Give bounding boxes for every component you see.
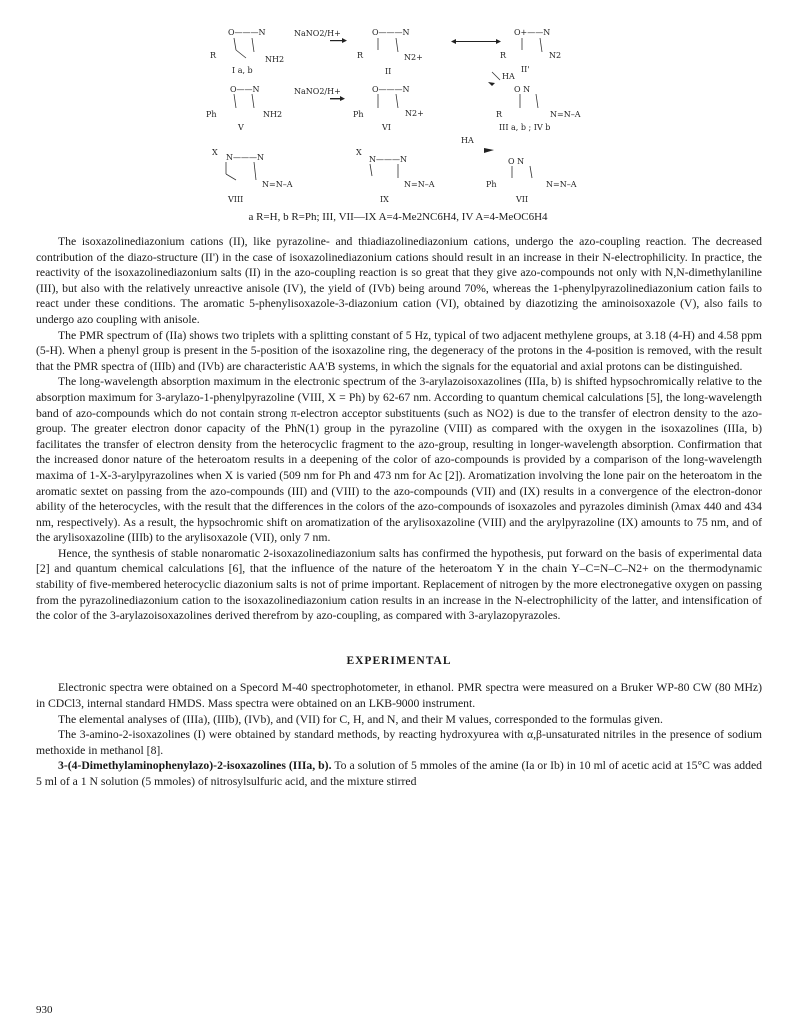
section-heading: EXPERIMENTAL	[346, 654, 452, 667]
compound-vi-ring: O———N	[372, 85, 410, 94]
compound-viii-label: VIII	[228, 195, 244, 204]
compound-ix-x: X	[356, 148, 362, 157]
compound-ii-ring: O———N	[372, 28, 410, 37]
compound-vii-azo: N=N–A	[546, 180, 577, 189]
compound-vii-label: VII	[516, 195, 529, 204]
compound-ix-ring: N———N	[369, 155, 407, 164]
compound-ii-prime-r: R	[500, 51, 507, 60]
compound-v-r: Ph	[206, 110, 217, 119]
compound-vi-n2: N2+	[405, 109, 424, 118]
compound-ix-azo: N=N–A	[404, 180, 435, 189]
paragraph: The long-wavelength absorption maximum in the electronic spectrum of the 3-arylazoisoxazolines (IIIa, b) is shifted hypsochromically relative to the absorption maximum for 3-arylazo-1-phenylpyrazoline (VIII, X = Ph) by 62-67 nm. According to quantum chemical calculations [5], the long-wavelength band of azo-compounds which do not contain strong π-electron acceptor substituents (such as NO2) is due to the transfer of electron density to the azo-group. The greater electron donor capacity of the PhN(1) group in the pyrazoline (VIII) as compared with the oxygen in the isoxazolines (IIIa, b) facilitates the transfer of electron density from the heterocyclic fragment to the azo-group, resulting in longer-wavelength absorption. Confirmation that the increased donor nature of the heteroatom results in a deepening of the color of azo-compounds is provided by a comparison of the long-wavelength maxima of 1-X-3-arylpyrazolines when X is varied (509 nm for Ph and 473 nm for Ac [2]). Aromatization involving the lone pair on the heteroatom in the aromatic sextet on passing from the azo-compounds (III) and (VIII) to the azo-compounds (VII) and (IX) results in a convergence of the electron-donor ability of the heterocycles, with the result that the differences in the colors of the azo-compounds of isoxazoles and pyrazoles diminish (λmax 440 and 434 nm, respectively). As a result, the hypsochromic shift on aromatization of the arylisoxazoline (VIII) and the arylpyrazoline (IX) amounts to 75 nm, and of the arylisoxazoline (IIIb) to the arylisoxazole (VII), only 7 nm.	[36, 375, 762, 545]
scheme-caption: a R=H, b R=Ph; III, VII—IX A=4-Me2NC6H4, IV A=4-MeOC6H4	[248, 211, 548, 223]
paragraph: The elemental analyses of (IIIa), (IIIb), (IVb), and (VII) for C, H, and N, and their M values, corresponded to the formulas given.	[58, 712, 663, 726]
compound-viii-ring: N———N	[226, 153, 264, 162]
compound-vi-label: VI	[382, 123, 391, 132]
compound-i-r: R	[210, 51, 217, 60]
page-number: 930	[36, 1004, 53, 1016]
compound-v-label: V	[238, 123, 244, 132]
compound-vii-ring: O N	[508, 157, 525, 166]
reagent-nano2-1: NaNO2/H+	[294, 29, 341, 38]
compound-i-ring: O———N	[228, 28, 266, 37]
reagent-ha-2: HA	[461, 136, 474, 145]
compound-ii-r: R	[357, 51, 364, 60]
compound-ii-label: II	[385, 67, 392, 76]
compound-vii-r: Ph	[486, 180, 497, 189]
compound-iii-r: R	[496, 110, 503, 119]
reagent-ha-1: HA	[502, 72, 515, 81]
reagent-nano2-2: NaNO2/H+	[294, 87, 341, 96]
compound-i-label: I a, b	[232, 66, 253, 75]
reaction-scheme	[0, 0, 796, 232]
procedure-text: To a solution of 5 mmoles of the amine (Ia or Ib) in 10 ml of acetic acid at 15°C was added 5 ml of a 1 N solution (5 mmoles) of nitrosylsulfuric acid, and the mixture stirred	[36, 759, 763, 788]
compound-ii-prime-label: II'	[521, 65, 530, 74]
compound-i-nh2: NH2	[265, 55, 285, 64]
paragraph: Electronic spectra were obtained on a Specord M-40 spectrophotometer, in ethanol. PMR spectra were measured on a Bruker WP-80 CW (80 MHz) in CDCl3, internal standard HMDS. Mass spectra were obtained on an LKB-9000 instrument.	[36, 681, 762, 711]
compound-vi-r: Ph	[353, 110, 364, 119]
paragraph: Hence, the synthesis of stable nonaromatic 2-isoxazolinediazonium salts has confirmed the hypothesis, put forward on the basis of experimental data [2] and quantum chemical calculations [6], that the influence of the nature of the heteroatom Y in the chain Y–C=N–C–N2+ on the thermodynamic stability of five-membered heterocyclic diazonium salts is not of prime important. Replacement of nitrogen by the more electronegative oxygen on passing from the pyrazolinediazonium cation to the isoxazolinediazonium cation results in an increase in the N-electrophilicity of the latter, and intensification of the color of the 3-arylazoisoxazolines derived therefrom by azo-coupling, as compared with 3-arylazopyrazoles.	[36, 546, 762, 623]
compound-viii-x: X	[212, 148, 218, 157]
paragraph: The PMR spectrum of (IIa) shows two triplets with a splitting constant of 5 Hz, typical of two adjacent methylene groups, at 3.18 (4-H) and 4.58 ppm (5-H). When a phenyl group is present in the 5-position of the isoxazoline ring, the degeneracy of the protons in the 4-position is removed, with the result that the PMR spectra of (IIIb) and (IVb) are characteristic AA'B systems, in which the signals for the equatorial and axial protons can be distinguished.	[36, 328, 762, 373]
article-body	[36, 234, 762, 790]
compound-ix-label: IX	[380, 195, 389, 204]
paragraph	[36, 758, 762, 789]
compound-iii-label: III a, b ; IV b	[499, 123, 551, 132]
paragraph: The 3-amino-2-isoxazolines (I) were obtained by standard methods, by reacting hydroxyurea with α,β-unsaturated nitriles in the presence of sodium methoxide in methanol [8].	[36, 728, 762, 757]
paragraph: The isoxazolinediazonium cations (II), like pyrazoline- and thiadiazolinediazonium cations, undergo the azo-coupling reaction. The decreased contribution of the diazo-structure (II') in the case of isoxazolinediazonium cations should result in an increase in their N-electrophilicity. In practice, the reactivity of the isoxazolinediazonium salts (II) in the azo-coupling reaction is so great that they give azo-compounds not only with N,N-dimethylaniline (III), but also with the relatively unreactive anisole (IV), the yield of (IVb) being around 70%, whereas the 1-phenylpyrazolinediazonium cation fails to react under these conditions. The aromatic 5-phenylisoxazole-3-diazonium cation (VI), obtained by diazotizing the aminoisoxazole (V), also fails to undergo azo coupling with anisole.	[36, 235, 762, 326]
compound-ii-n2: N2+	[404, 53, 423, 62]
compound-iii-azo: N=N–A	[550, 110, 581, 119]
compound-ii-prime-ring: O+——N	[514, 28, 551, 37]
compound-v-ring: O——N	[230, 85, 260, 94]
compound-viii-azo: N=N–A	[262, 180, 293, 189]
compound-v-nh2: NH2	[263, 110, 283, 119]
compound-iii-ring: O N	[514, 85, 531, 94]
procedure-title: 3-(4-Dimethylaminophenylazo)-2-isoxazolines (IIIa, b).	[58, 759, 332, 773]
compound-ii-prime-n2: N2	[549, 51, 562, 60]
